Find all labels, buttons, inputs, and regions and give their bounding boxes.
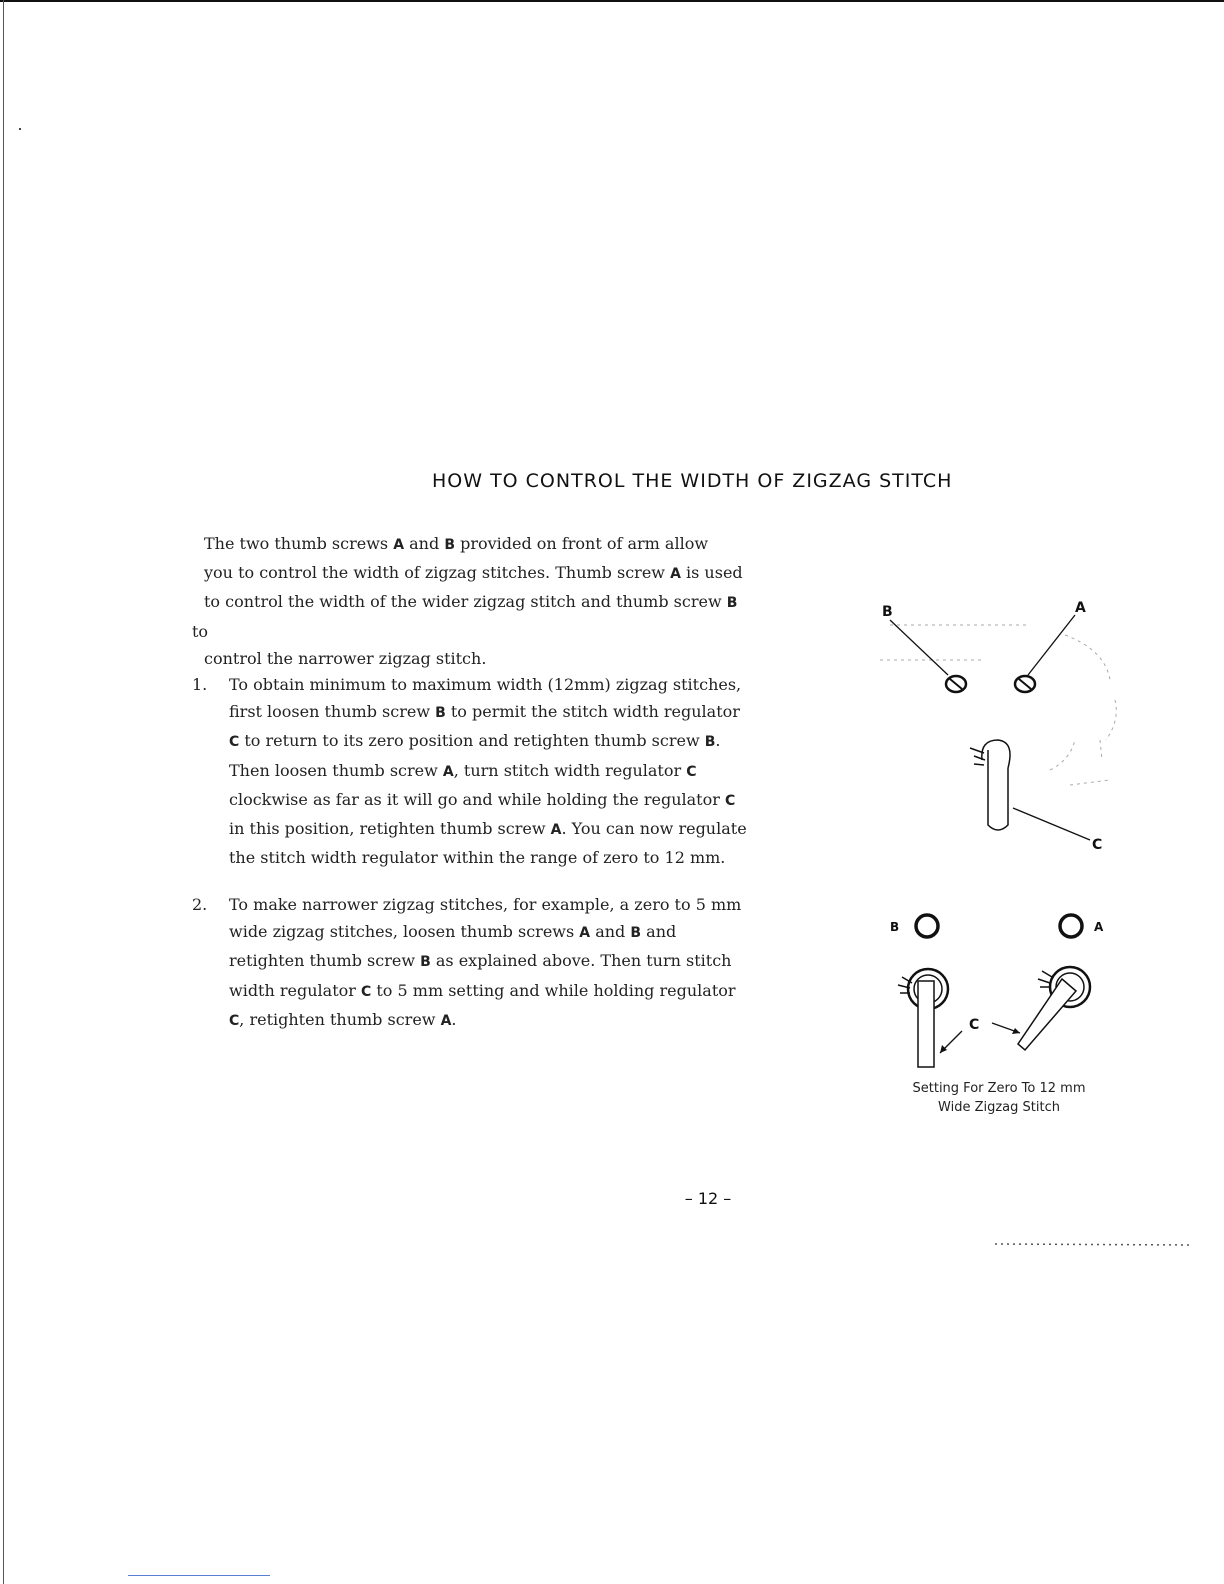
scan-artifact-dots [995, 1238, 1195, 1250]
label-b: B [882, 604, 893, 620]
screw-b-circle-icon [916, 915, 938, 937]
part-letter: B [420, 954, 431, 971]
part-letter: B [704, 734, 716, 751]
caption-line: Setting For Zero To 12 mm [912, 1081, 1086, 1096]
label-b: B [890, 920, 900, 934]
figure-caption [888, 1079, 1110, 1117]
regulator-setting-diagram [880, 905, 1120, 1080]
label-c: C [969, 1017, 980, 1033]
left-border-rule [3, 0, 4, 1584]
step-text: To make narrower zigzag stitches, for example, a zero to 5 mm wide zigzag stitches, loosen thumb screws A and B and retighten thumb screw B as explained above. Then turn stitch width regulator C to 5 mm setting and while holding regulator C, retighten thumb screw A. [229, 895, 742, 1029]
page-title: HOW TO CONTROL THE WIDTH OF ZIGZAG STITCH [432, 470, 953, 492]
intro-line: you to control the width of zigzag stitches. Thumb screw A is used [204, 563, 743, 583]
label-a: A [1094, 920, 1104, 934]
screw-a-circle-icon [1060, 915, 1082, 937]
step-number: 2. [192, 895, 208, 914]
intro-line: control the narrower zigzag stitch. [204, 648, 487, 668]
intro-paragraph [192, 530, 757, 672]
part-letter: B [444, 537, 455, 553]
part-letter: A [393, 537, 405, 553]
part-letter: A [550, 822, 562, 839]
label-c: C [1092, 837, 1103, 853]
step-text: To obtain minimum to maximum width (12mm) zigzag stitches, first loosen thumb screw B to permit the stitch width regulator C to return to its zero position and retighten thumb screw B. Then loosen thumb screw A, turn stitch width regulator C clockwise as far as it will go and while holding the regulator C in this position, retighten thumb screw A. You can now regulate the stitch width regulator within the range of zero to 12 mm. [229, 675, 747, 868]
step-number: 1. [192, 675, 208, 694]
part-letter: A [579, 925, 591, 942]
scan-speck [19, 128, 21, 130]
part-letter: B [726, 595, 738, 612]
regulator-max-icon [1018, 967, 1090, 1050]
part-letter: B [630, 925, 642, 942]
intro-line: to control the width of the wider zigzag stitch and thumb screw B to [192, 592, 738, 641]
label-a: A [1075, 600, 1086, 616]
part-letter: C [361, 983, 372, 1000]
part-letter: C [724, 792, 736, 809]
part-letter: A [442, 763, 454, 780]
part-letter: A [670, 566, 681, 583]
page-number: – 12 – [684, 1189, 732, 1208]
top-border-rule [0, 0, 1224, 2]
caption-line: Wide Zigzag Stitch [938, 1100, 1060, 1115]
leader-line-a [1028, 615, 1075, 675]
intro-line: The two thumb screws A and B provided on front of arm allow [204, 534, 709, 553]
leader-line-b [890, 620, 948, 675]
bottom-blue-line [128, 1575, 270, 1576]
regulator-lever-icon [988, 750, 1008, 830]
part-letter: A [440, 1012, 452, 1029]
part-letter: C [229, 1012, 240, 1029]
thumb-screw-diagram [870, 590, 1140, 865]
leader-line-c [1013, 808, 1090, 840]
part-letter: C [686, 763, 697, 780]
part-letter: B [435, 705, 446, 722]
part-letter: C [229, 734, 240, 751]
